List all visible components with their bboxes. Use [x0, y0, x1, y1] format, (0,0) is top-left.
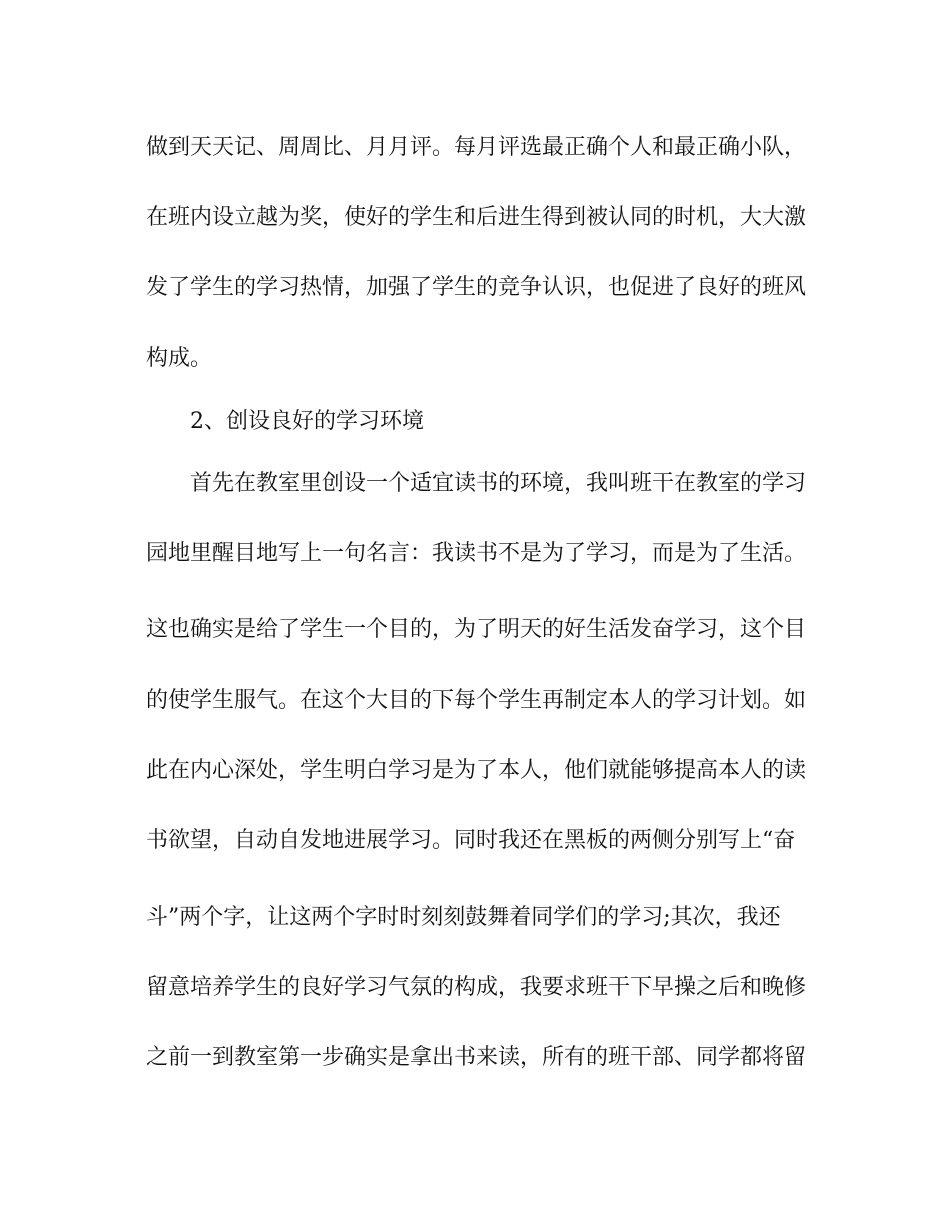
paragraph-line: 书欲望，自动自发地进展学习。同时我还在黑板的两侧分别写上“奋 [146, 828, 796, 853]
paragraph-line: 园地里醒目地写上一句名言：我读书不是为了学习，而是为了生活。 [146, 541, 806, 566]
section-heading: 2、创设良好的学习环境 [190, 409, 424, 434]
paragraph-line: 此在内心深处，学生明白学习是为了本人，他们就能够提高本人的读 [146, 758, 806, 783]
paragraph-line: 在班内设立越为奖，使好的学生和后进生得到被认同的时机，大大激 [146, 205, 806, 230]
paragraph-line: 发了学生的学习热情，加强了学生的竞争认识，也促进了良好的班风 [146, 275, 806, 300]
paragraph-line: 的使学生服气。在这个大目的下每个学生再制定本人的学习计划。如 [146, 688, 806, 713]
paragraph-line: 斗”两个字，让这两个字时时刻刻鼓舞着同学们的学习;其次，我还 [146, 905, 781, 930]
paragraph-line: 首先在教室里创设一个适宜读书的环境，我叫班干在教室的学习 [190, 471, 806, 496]
paragraph-line: 构成。 [146, 346, 213, 371]
paragraph-line: 之前一到教室第一步确实是拿出书来读，所有的班干部、同学都将留 [146, 1045, 806, 1070]
paragraph-line: 留意培养学生的良好学习气氛的构成，我要求班干下早操之后和晚修 [146, 975, 806, 1000]
paragraph-line: 做到天天记、周周比、月月评。每月评选最正确个人和最正确小队， [146, 135, 806, 160]
paragraph-line: 这也确实是给了学生一个目的，为了明天的好生活发奋学习，这个目 [146, 617, 806, 642]
